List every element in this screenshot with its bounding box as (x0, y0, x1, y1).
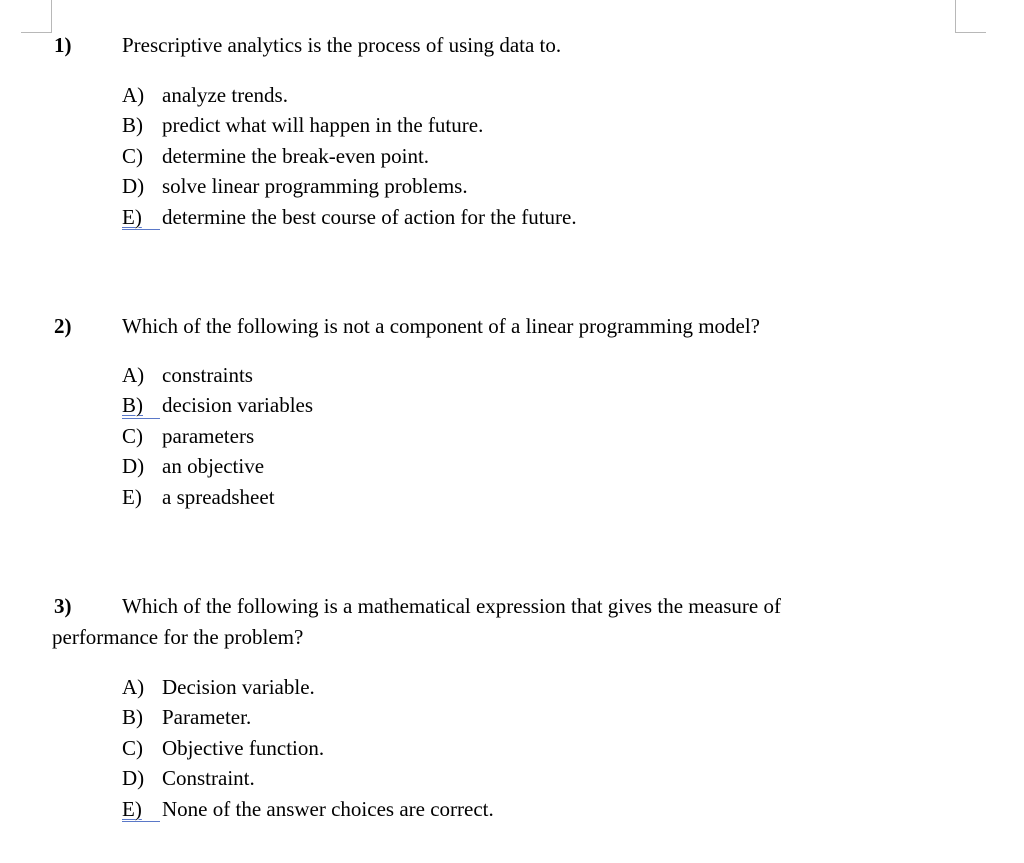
option-e[interactable] (122, 202, 577, 232)
option-letter: A) (122, 83, 145, 107)
option-letter: A) (122, 675, 145, 699)
option-text: constraints (162, 363, 253, 387)
option-text: Objective function. (162, 735, 325, 760)
option-a[interactable] (122, 672, 494, 702)
option-d[interactable] (122, 171, 577, 201)
option-text: determine the best course of action for the future. (162, 204, 577, 229)
question-text: Prescriptive analytics is the process of using data to. (122, 33, 562, 57)
option-letter: D) (122, 454, 145, 479)
answer-options (122, 672, 494, 824)
question-number: 3) (54, 594, 72, 618)
option-text: parameters (162, 423, 255, 448)
option-letter-marked: E) (122, 794, 162, 824)
option-letter: A) (122, 363, 145, 387)
page-corner-mark-left (21, 0, 52, 33)
option-letter: D) (122, 766, 145, 791)
option-c[interactable] (122, 421, 313, 451)
option-letter: E) (122, 484, 142, 509)
option-a[interactable] (122, 360, 313, 390)
question-number: 2) (54, 314, 72, 338)
option-letter: C) (122, 143, 143, 168)
answer-options (122, 360, 313, 512)
option-letter-marked: E) (122, 202, 162, 232)
option-letter: D) (122, 174, 145, 199)
option-c[interactable] (122, 733, 494, 763)
option-letter-marked: B) (122, 390, 162, 420)
option-text: solve linear programming problems. (162, 174, 468, 199)
option-e[interactable] (122, 482, 313, 512)
question-number: 1) (54, 33, 72, 57)
question-text-continued: performance for the problem? (52, 625, 304, 649)
option-text: None of the answer choices are correct. (162, 796, 494, 821)
option-a[interactable] (122, 80, 577, 110)
option-text: an objective (162, 454, 265, 479)
page-corner-mark-right (955, 0, 986, 33)
question-text: Which of the following is not a component of a linear programming model? (122, 314, 760, 338)
option-b[interactable] (122, 702, 494, 732)
option-text: a spreadsheet (162, 484, 275, 509)
option-e[interactable] (122, 794, 494, 824)
option-text: determine the break-even point. (162, 143, 430, 168)
option-letter: C) (122, 423, 143, 448)
option-c[interactable] (122, 141, 577, 171)
option-letter: B) (122, 113, 143, 138)
question-text: Which of the following is a mathematical expression that gives the measure of (122, 594, 781, 618)
option-d[interactable] (122, 763, 494, 793)
answer-options (122, 80, 577, 232)
option-text: analyze trends. (162, 83, 288, 107)
option-letter: C) (122, 735, 143, 760)
option-text: predict what will happen in the future. (162, 113, 484, 138)
option-text: Parameter. (162, 705, 252, 730)
option-text: Constraint. (162, 766, 255, 791)
option-b[interactable] (122, 110, 577, 140)
option-text: decision variables (162, 393, 314, 418)
option-letter: B) (122, 705, 143, 730)
option-b[interactable] (122, 390, 313, 420)
option-d[interactable] (122, 451, 313, 481)
option-text: Decision variable. (162, 675, 315, 699)
